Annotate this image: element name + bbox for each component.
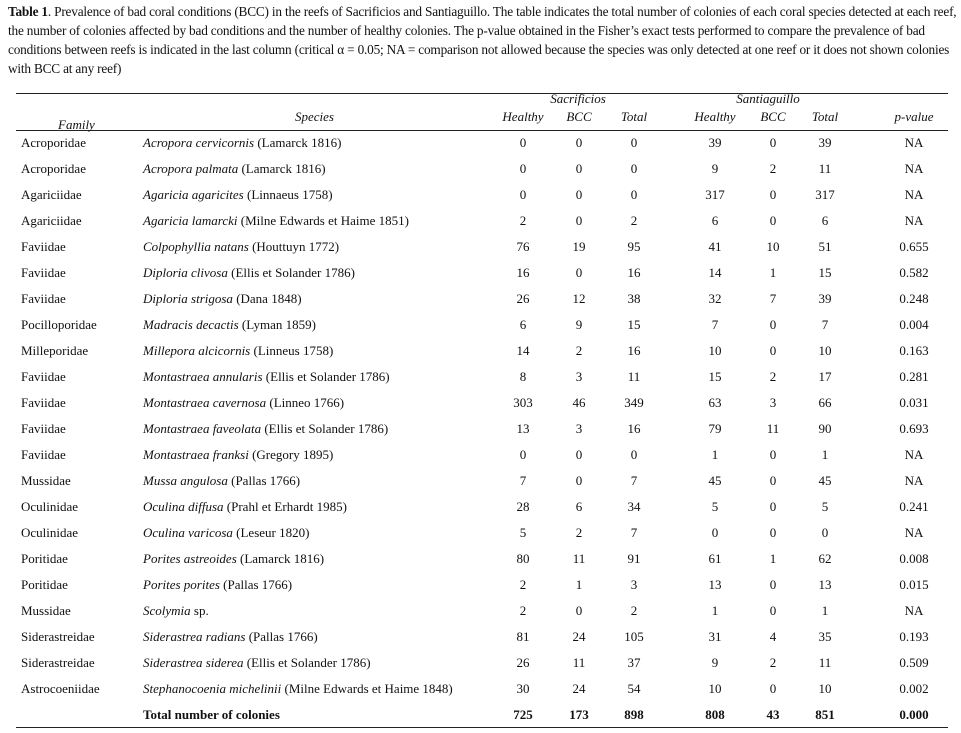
species-author: (Lamarck 1816) bbox=[241, 161, 326, 176]
total-sac-total: 898 bbox=[624, 707, 644, 722]
san-bcc-cell: 11 bbox=[766, 421, 780, 436]
table-caption bbox=[8, 2, 958, 78]
family-cell: Faviidae bbox=[21, 421, 66, 436]
species-name: Acropora cervicornis bbox=[143, 135, 255, 150]
total-sac-healthy: 725 bbox=[513, 707, 533, 722]
sac-total-cell: 7 bbox=[630, 473, 638, 488]
san-total-cell: 317 bbox=[815, 187, 835, 202]
san-healthy-cell: 61 bbox=[708, 551, 722, 566]
species-cell bbox=[143, 317, 316, 333]
table-row bbox=[0, 369, 961, 395]
sac-bcc-cell: 2 bbox=[575, 525, 583, 540]
species-name: Stephanocoenia michelinii bbox=[143, 681, 282, 696]
species-author: (Pallas 1766) bbox=[231, 473, 301, 488]
p-value-cell: 0.193 bbox=[899, 629, 929, 644]
species-cell bbox=[143, 499, 347, 515]
p-value-cell: 0.281 bbox=[899, 369, 929, 384]
species-cell bbox=[143, 681, 453, 697]
header-rule bbox=[16, 130, 948, 131]
san-total-cell: 39 bbox=[818, 135, 832, 150]
header-species: Species bbox=[295, 109, 334, 124]
species-cell bbox=[143, 135, 341, 151]
san-bcc-cell: 0 bbox=[769, 447, 777, 462]
sac-bcc-cell: 0 bbox=[575, 265, 583, 280]
san-total-cell: 6 bbox=[821, 213, 829, 228]
san-healthy-cell: 39 bbox=[708, 135, 722, 150]
sac-total-cell: 95 bbox=[627, 239, 641, 254]
p-value-cell: 0.693 bbox=[899, 421, 929, 436]
family-cell: Poritidae bbox=[21, 577, 68, 592]
family-cell: Faviidae bbox=[21, 291, 66, 306]
sac-bcc-cell: 0 bbox=[575, 187, 583, 202]
family-cell: Faviidae bbox=[21, 265, 66, 280]
sac-total-cell: 11 bbox=[627, 369, 641, 384]
family-cell: Milleporidae bbox=[21, 343, 89, 358]
species-cell bbox=[143, 551, 324, 567]
header-san-total: Total bbox=[811, 109, 839, 124]
sac-healthy-cell: 2 bbox=[519, 213, 527, 228]
san-total-cell: 13 bbox=[818, 577, 832, 592]
san-healthy-cell: 5 bbox=[711, 499, 719, 514]
p-value-cell: 0.163 bbox=[899, 343, 929, 358]
san-bcc-cell: 0 bbox=[769, 317, 777, 332]
san-bcc-cell: 3 bbox=[769, 395, 777, 410]
sac-total-cell: 91 bbox=[627, 551, 641, 566]
sac-bcc-cell: 0 bbox=[575, 447, 583, 462]
san-healthy-cell: 10 bbox=[708, 343, 722, 358]
sac-total-cell: 2 bbox=[630, 603, 638, 618]
sac-healthy-cell: 16 bbox=[516, 265, 530, 280]
species-cell bbox=[143, 187, 333, 203]
p-value-cell: NA bbox=[904, 187, 924, 202]
species-cell bbox=[143, 473, 300, 489]
sac-bcc-cell: 0 bbox=[575, 603, 583, 618]
sac-bcc-cell: 2 bbox=[575, 343, 583, 358]
sac-total-cell: 16 bbox=[627, 343, 641, 358]
table-row bbox=[0, 499, 961, 525]
species-author: (Lamarck 1816) bbox=[257, 135, 342, 150]
species-cell bbox=[143, 421, 388, 437]
family-cell: Oculinidae bbox=[21, 499, 79, 514]
family-cell: Faviidae bbox=[21, 395, 66, 410]
san-bcc-cell: 0 bbox=[769, 343, 777, 358]
species-author: (Linnaeus 1758) bbox=[247, 187, 333, 202]
species-name: Siderastrea radians bbox=[143, 629, 246, 644]
header-sacrificios: Sacrificios bbox=[550, 91, 606, 106]
san-healthy-cell: 13 bbox=[708, 577, 722, 592]
header-sac-bcc: BCC bbox=[566, 109, 592, 124]
table-row bbox=[0, 629, 961, 655]
table-label: Table 1 bbox=[8, 4, 48, 19]
san-bcc-cell: 0 bbox=[769, 213, 777, 228]
sac-total-cell: 38 bbox=[627, 291, 641, 306]
family-cell: Siderastreidae bbox=[21, 655, 95, 670]
san-bcc-cell: 0 bbox=[769, 681, 777, 696]
sac-healthy-cell: 6 bbox=[519, 317, 527, 332]
sac-total-cell: 15 bbox=[627, 317, 641, 332]
san-healthy-cell: 1 bbox=[711, 603, 719, 618]
species-author: (Lamarck 1816) bbox=[240, 551, 325, 566]
table-row bbox=[0, 213, 961, 239]
sac-healthy-cell: 81 bbox=[516, 629, 530, 644]
sac-total-cell: 16 bbox=[627, 421, 641, 436]
sac-bcc-cell: 0 bbox=[575, 473, 583, 488]
table-row bbox=[0, 447, 961, 473]
san-healthy-cell: 7 bbox=[711, 317, 719, 332]
sac-total-cell: 349 bbox=[624, 395, 644, 410]
header-sac-healthy: Healthy bbox=[502, 109, 544, 124]
species-name: Diploria clivosa bbox=[143, 265, 228, 280]
family-cell: Acroporidae bbox=[21, 161, 86, 176]
p-value-cell: 0.002 bbox=[899, 681, 929, 696]
sac-total-cell: 0 bbox=[630, 187, 638, 202]
san-total-cell: 62 bbox=[818, 551, 832, 566]
san-bcc-cell: 0 bbox=[769, 473, 777, 488]
species-name: Mussa angulosa bbox=[143, 473, 228, 488]
species-name: Madracis decactis bbox=[143, 317, 239, 332]
san-total-cell: 90 bbox=[818, 421, 832, 436]
san-total-cell: 39 bbox=[818, 291, 832, 306]
sac-healthy-cell: 2 bbox=[519, 603, 527, 618]
total-row bbox=[0, 707, 961, 733]
top-rule bbox=[16, 93, 948, 94]
sac-healthy-cell: 26 bbox=[516, 291, 530, 306]
family-cell: Agariciidae bbox=[21, 213, 82, 228]
table-row bbox=[0, 343, 961, 369]
species-author: (Linneus 1758) bbox=[253, 343, 334, 358]
species-cell bbox=[143, 447, 333, 463]
species-author: (Prahl et Erhardt 1985) bbox=[226, 499, 347, 514]
species-cell bbox=[143, 577, 292, 593]
p-value-cell: 0.248 bbox=[899, 291, 929, 306]
header-family: Family bbox=[58, 117, 95, 132]
family-cell: Faviidae bbox=[21, 369, 66, 384]
san-healthy-cell: 63 bbox=[708, 395, 722, 410]
sac-total-cell: 0 bbox=[630, 447, 638, 462]
species-cell bbox=[143, 291, 302, 307]
p-value-cell: 0.015 bbox=[899, 577, 929, 592]
sac-healthy-cell: 30 bbox=[516, 681, 530, 696]
species-name: Scolymia bbox=[143, 603, 191, 618]
p-value-cell: NA bbox=[904, 135, 924, 150]
san-bcc-cell: 1 bbox=[769, 265, 777, 280]
san-healthy-cell: 32 bbox=[708, 291, 722, 306]
species-name: Millepora alcicornis bbox=[143, 343, 251, 358]
sac-healthy-cell: 28 bbox=[516, 499, 530, 514]
san-bcc-cell: 0 bbox=[769, 187, 777, 202]
p-value-cell: 0.031 bbox=[899, 395, 929, 410]
p-value-cell: 0.509 bbox=[899, 655, 929, 670]
sac-bcc-cell: 24 bbox=[572, 629, 586, 644]
san-healthy-cell: 1 bbox=[711, 447, 719, 462]
total-san-bcc: 43 bbox=[766, 707, 780, 722]
species-author: (Ellis et Solander 1786) bbox=[265, 369, 390, 384]
header-pvalue: p-value bbox=[894, 109, 934, 124]
total-san-total: 851 bbox=[815, 707, 835, 722]
sac-bcc-cell: 0 bbox=[575, 213, 583, 228]
table-row bbox=[0, 681, 961, 707]
san-bcc-cell: 10 bbox=[766, 239, 780, 254]
san-total-cell: 5 bbox=[821, 499, 829, 514]
san-total-cell: 1 bbox=[821, 603, 829, 618]
san-bcc-cell: 0 bbox=[769, 135, 777, 150]
san-bcc-cell: 2 bbox=[769, 161, 777, 176]
family-cell: Pocilloporidae bbox=[21, 317, 97, 332]
san-bcc-cell: 4 bbox=[769, 629, 777, 644]
table-row bbox=[0, 291, 961, 317]
species-name: Montastraea franksi bbox=[143, 447, 249, 462]
sac-healthy-cell: 0 bbox=[519, 161, 527, 176]
table-row bbox=[0, 421, 961, 447]
table-row bbox=[0, 317, 961, 343]
san-bcc-cell: 1 bbox=[769, 551, 777, 566]
san-healthy-cell: 45 bbox=[708, 473, 722, 488]
p-value-cell: 0.241 bbox=[899, 499, 929, 514]
total-sac-bcc: 173 bbox=[569, 707, 589, 722]
san-total-cell: 11 bbox=[818, 655, 832, 670]
species-cell bbox=[143, 239, 339, 255]
sac-bcc-cell: 0 bbox=[575, 161, 583, 176]
family-cell: Astrocoeniidae bbox=[21, 681, 100, 696]
san-bcc-cell: 0 bbox=[769, 577, 777, 592]
species-author: sp. bbox=[193, 603, 209, 618]
species-author: (Lyman 1859) bbox=[241, 317, 316, 332]
sac-healthy-cell: 26 bbox=[516, 655, 530, 670]
species-author: (Dana 1848) bbox=[236, 291, 302, 306]
species-author: (Houttuyn 1772) bbox=[252, 239, 340, 254]
header-san-bcc: BCC bbox=[760, 109, 786, 124]
san-healthy-cell: 14 bbox=[708, 265, 722, 280]
species-name: Montastraea faveolata bbox=[143, 421, 262, 436]
p-value-cell: 0.004 bbox=[899, 317, 929, 332]
sac-bcc-cell: 6 bbox=[575, 499, 583, 514]
san-bcc-cell: 2 bbox=[769, 369, 777, 384]
sac-healthy-cell: 2 bbox=[519, 577, 527, 592]
san-bcc-cell: 7 bbox=[769, 291, 777, 306]
sac-healthy-cell: 0 bbox=[519, 187, 527, 202]
species-author: (Ellis et Solander 1786) bbox=[264, 421, 389, 436]
san-healthy-cell: 10 bbox=[708, 681, 722, 696]
sac-total-cell: 0 bbox=[630, 161, 638, 176]
sac-total-cell: 54 bbox=[627, 681, 641, 696]
family-cell: Acroporidae bbox=[21, 135, 86, 150]
sac-healthy-cell: 13 bbox=[516, 421, 530, 436]
table-row bbox=[0, 577, 961, 603]
p-value-cell: 0.655 bbox=[899, 239, 929, 254]
sac-bcc-cell: 3 bbox=[575, 369, 583, 384]
p-value-cell: NA bbox=[904, 603, 924, 618]
species-name: Colpophyllia natans bbox=[143, 239, 249, 254]
species-name: Siderastrea siderea bbox=[143, 655, 244, 670]
table-row bbox=[0, 135, 961, 161]
san-total-cell: 10 bbox=[818, 681, 832, 696]
sac-bcc-cell: 11 bbox=[572, 655, 586, 670]
header-sac-total: Total bbox=[620, 109, 648, 124]
species-name: Diploria strigosa bbox=[143, 291, 233, 306]
header-santiaguillo: Santiaguillo bbox=[736, 91, 800, 106]
p-value-cell: NA bbox=[904, 213, 924, 228]
sac-healthy-cell: 14 bbox=[516, 343, 530, 358]
san-bcc-cell: 0 bbox=[769, 499, 777, 514]
sac-total-cell: 37 bbox=[627, 655, 641, 670]
p-value-cell: 0.008 bbox=[899, 551, 929, 566]
family-cell: Poritidae bbox=[21, 551, 68, 566]
san-total-cell: 7 bbox=[821, 317, 829, 332]
sac-bcc-cell: 1 bbox=[575, 577, 583, 592]
san-healthy-cell: 317 bbox=[705, 187, 725, 202]
total-p-value: 0.000 bbox=[899, 707, 929, 722]
species-author: (Gregory 1895) bbox=[252, 447, 334, 462]
p-value-cell: NA bbox=[904, 525, 924, 540]
sac-bcc-cell: 3 bbox=[575, 421, 583, 436]
species-author: (Ellis et Solander 1786) bbox=[246, 655, 371, 670]
species-name: Montastraea annularis bbox=[143, 369, 263, 384]
family-cell: Oculinidae bbox=[21, 525, 79, 540]
family-cell: Siderastreidae bbox=[21, 629, 95, 644]
caption-text: . Prevalence of bad coral conditions (BCC) in the reefs of Sacrificios and Santiaguillo. The table indicates the total number of colonies of each coral species detected at each reef, the number of colonies affected by bad conditions and the number of healthy colonies. The p-value obtained in the Fisher’s exact tests performed to compare the prevalence of bad conditions between reefs is indicated in the last column (critical α = 0.05; NA = comparison not allowed because the species was only detected at one reef or it does not shown colonies with BCC at any reef) bbox=[8, 4, 957, 76]
san-total-cell: 45 bbox=[818, 473, 832, 488]
species-name: Oculina diffusa bbox=[143, 499, 224, 514]
species-name: Acropora palmata bbox=[143, 161, 239, 176]
sac-healthy-cell: 303 bbox=[513, 395, 533, 410]
species-author: (Leseur 1820) bbox=[236, 525, 310, 540]
san-healthy-cell: 9 bbox=[711, 161, 719, 176]
sac-total-cell: 105 bbox=[624, 629, 644, 644]
table-row bbox=[0, 655, 961, 681]
san-total-cell: 66 bbox=[818, 395, 832, 410]
species-cell bbox=[143, 603, 209, 619]
family-cell: Agariciidae bbox=[21, 187, 82, 202]
sac-total-cell: 7 bbox=[630, 525, 638, 540]
san-healthy-cell: 0 bbox=[711, 525, 719, 540]
san-total-cell: 0 bbox=[821, 525, 829, 540]
table-row bbox=[0, 473, 961, 499]
sac-healthy-cell: 76 bbox=[516, 239, 530, 254]
family-cell: Mussidae bbox=[21, 473, 71, 488]
table-row bbox=[0, 525, 961, 551]
species-name: Oculina varicosa bbox=[143, 525, 233, 540]
p-value-cell: NA bbox=[904, 161, 924, 176]
species-name: Porites astreoides bbox=[143, 551, 237, 566]
species-author: (Ellis et Solander 1786) bbox=[231, 265, 355, 280]
species-name: Montastraea cavernosa bbox=[143, 395, 267, 410]
species-cell bbox=[143, 395, 344, 411]
family-cell: Mussidae bbox=[21, 603, 71, 618]
species-name: Agaricia lamarcki bbox=[143, 213, 238, 228]
sac-bcc-cell: 12 bbox=[572, 291, 586, 306]
species-cell bbox=[143, 213, 409, 229]
species-author: (Pallas 1766) bbox=[248, 629, 318, 644]
san-total-cell: 51 bbox=[818, 239, 832, 254]
table-row bbox=[0, 239, 961, 265]
table-row bbox=[0, 187, 961, 213]
sac-total-cell: 16 bbox=[627, 265, 641, 280]
sac-healthy-cell: 0 bbox=[519, 447, 527, 462]
total-san-healthy: 808 bbox=[705, 707, 725, 722]
table-row bbox=[0, 603, 961, 629]
san-total-cell: 11 bbox=[818, 161, 832, 176]
san-total-cell: 10 bbox=[818, 343, 832, 358]
total-label: Total number of colonies bbox=[143, 707, 280, 722]
table-row bbox=[0, 551, 961, 577]
sac-healthy-cell: 0 bbox=[519, 135, 527, 150]
sac-bcc-cell: 46 bbox=[572, 395, 586, 410]
table-row bbox=[0, 265, 961, 291]
san-bcc-cell: 2 bbox=[769, 655, 777, 670]
species-cell bbox=[143, 629, 318, 645]
sac-bcc-cell: 24 bbox=[572, 681, 586, 696]
species-cell bbox=[143, 161, 326, 177]
sac-bcc-cell: 0 bbox=[575, 135, 583, 150]
san-total-cell: 17 bbox=[818, 369, 832, 384]
san-healthy-cell: 31 bbox=[708, 629, 722, 644]
sac-healthy-cell: 8 bbox=[519, 369, 527, 384]
p-value-cell: NA bbox=[904, 447, 924, 462]
san-healthy-cell: 6 bbox=[711, 213, 719, 228]
species-cell bbox=[143, 265, 355, 281]
species-cell bbox=[143, 369, 390, 385]
san-healthy-cell: 79 bbox=[708, 421, 722, 436]
sac-bcc-cell: 11 bbox=[572, 551, 586, 566]
san-bcc-cell: 0 bbox=[769, 603, 777, 618]
family-cell: Faviidae bbox=[21, 447, 66, 462]
header-san-healthy: Healthy bbox=[694, 109, 736, 124]
species-cell bbox=[143, 655, 371, 671]
species-name: Porites porites bbox=[143, 577, 220, 592]
sac-total-cell: 0 bbox=[630, 135, 638, 150]
san-total-cell: 35 bbox=[818, 629, 832, 644]
species-author: (Milne Edwards et Haime 1848) bbox=[284, 681, 453, 696]
sac-healthy-cell: 5 bbox=[519, 525, 527, 540]
sac-healthy-cell: 80 bbox=[516, 551, 530, 566]
san-healthy-cell: 15 bbox=[708, 369, 722, 384]
species-cell bbox=[143, 525, 309, 541]
san-healthy-cell: 41 bbox=[708, 239, 722, 254]
species-author: (Milne Edwards et Haime 1851) bbox=[240, 213, 409, 228]
p-value-cell: NA bbox=[904, 473, 924, 488]
san-total-cell: 1 bbox=[821, 447, 829, 462]
sac-total-cell: 3 bbox=[630, 577, 638, 592]
sac-total-cell: 2 bbox=[630, 213, 638, 228]
species-author: (Linneo 1766) bbox=[269, 395, 345, 410]
san-healthy-cell: 9 bbox=[711, 655, 719, 670]
species-cell bbox=[143, 343, 333, 359]
sac-bcc-cell: 19 bbox=[572, 239, 586, 254]
sac-healthy-cell: 7 bbox=[519, 473, 527, 488]
species-name: Agaricia agaricites bbox=[143, 187, 244, 202]
san-bcc-cell: 0 bbox=[769, 525, 777, 540]
sac-bcc-cell: 9 bbox=[575, 317, 583, 332]
san-total-cell: 15 bbox=[818, 265, 832, 280]
species-author: (Pallas 1766) bbox=[223, 577, 293, 592]
table-row bbox=[0, 395, 961, 421]
family-cell: Faviidae bbox=[21, 239, 66, 254]
sac-total-cell: 34 bbox=[627, 499, 641, 514]
table-row bbox=[0, 161, 961, 187]
p-value-cell: 0.582 bbox=[899, 265, 929, 280]
